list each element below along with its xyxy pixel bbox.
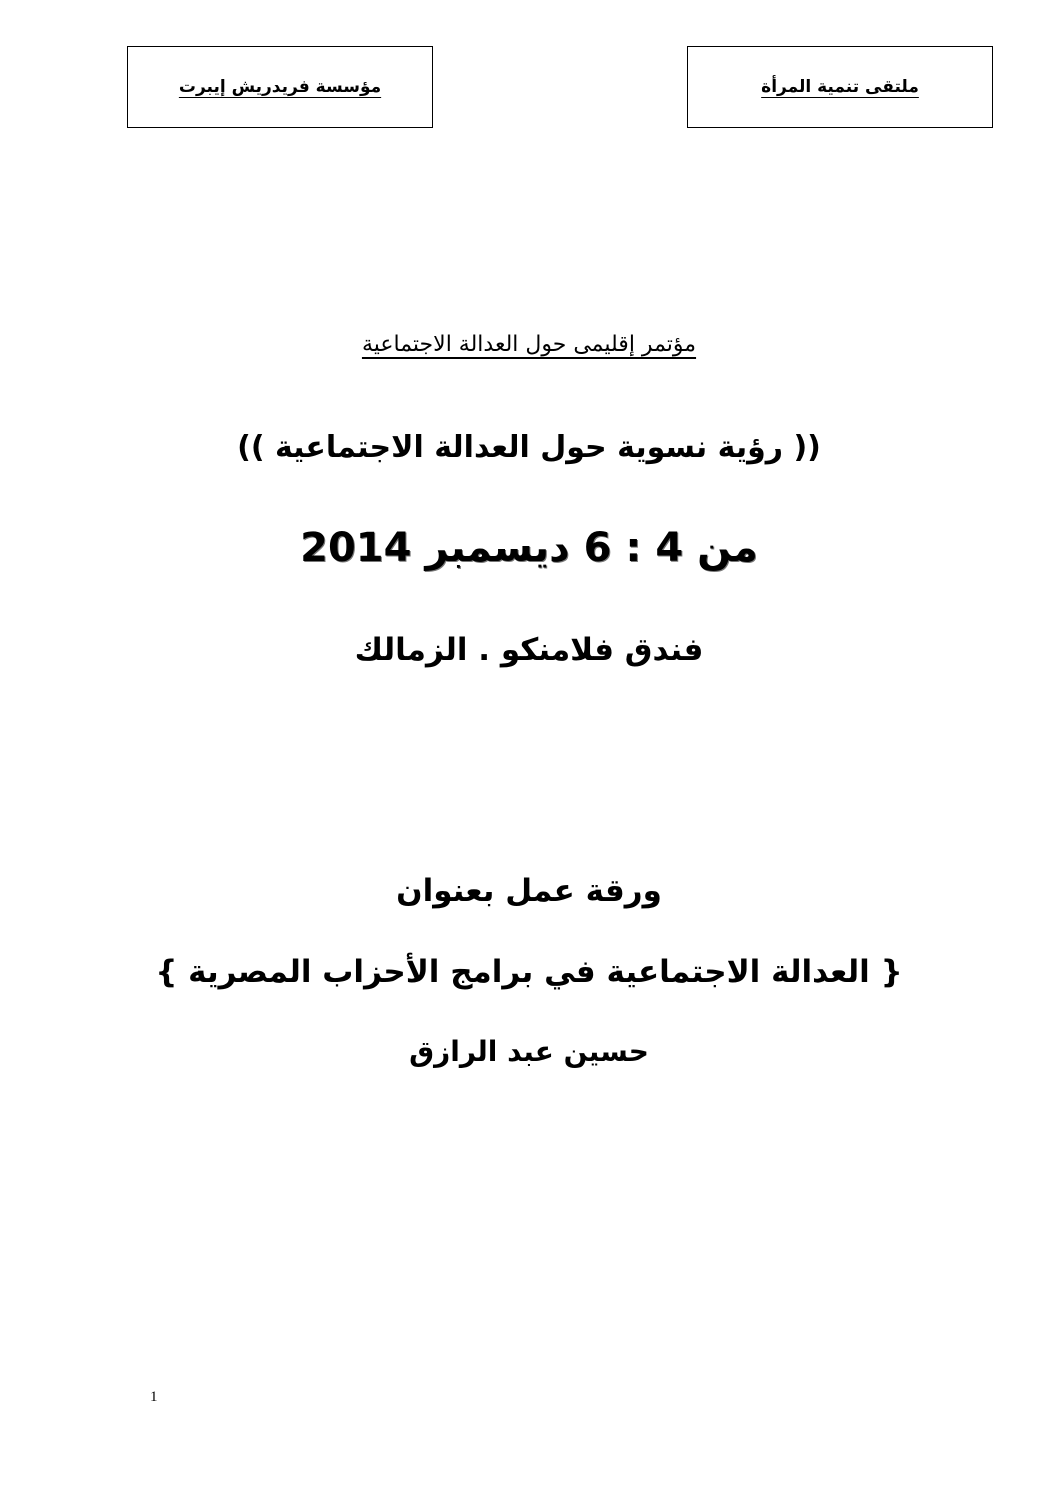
conference-dates: من 4 : 6 ديسمبر 2014 — [300, 525, 758, 571]
paper-title: { العدالة الاجتماعية في برامج الأحزاب المصرية } — [155, 954, 903, 990]
org-name-fes: مؤسسة فريدريش إيبرت — [178, 77, 382, 97]
paper-author: حسين عبد الرازق — [409, 1035, 649, 1068]
conference-subtitle: (( رؤية نسوية حول العدالة الاجتماعية )) — [237, 430, 821, 465]
header-box-left — [127, 46, 433, 128]
page-number: 1 — [150, 1389, 158, 1405]
header-box-right — [687, 46, 993, 128]
conference-venue: فندق فلامنكو . الزمالك — [354, 632, 704, 668]
conference-title: مؤتمر إقليمى حول العدالة الاجتماعية — [361, 332, 697, 357]
paper-label: ورقة عمل بعنوان — [396, 873, 662, 909]
org-name-forum: ملتقى تنمية المرأة — [761, 77, 919, 97]
